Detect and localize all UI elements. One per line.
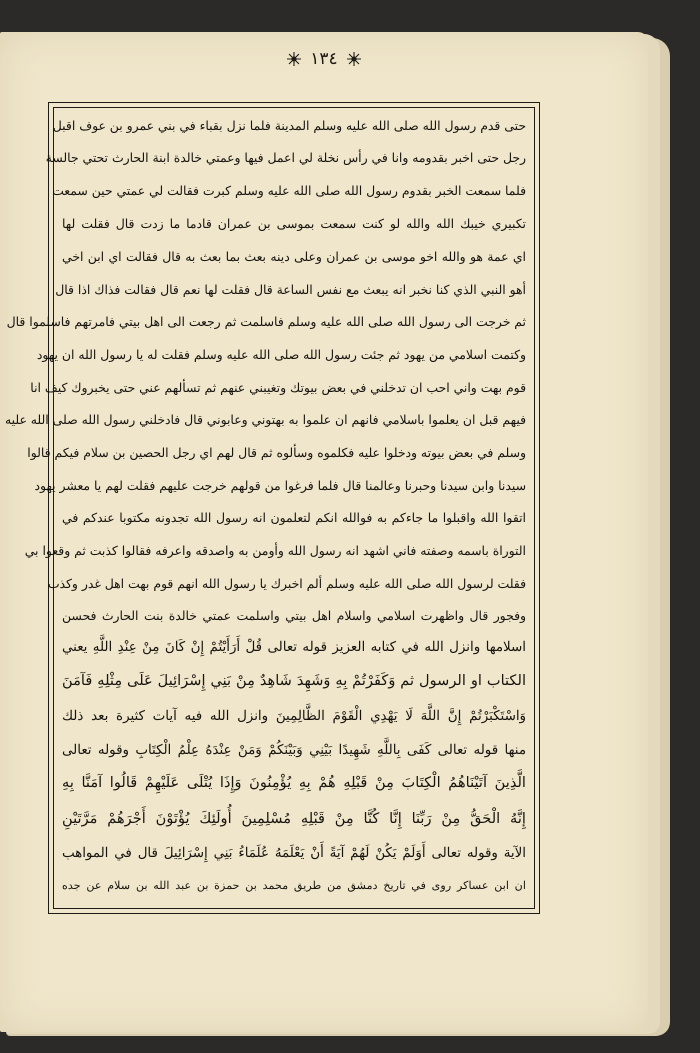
text-line: ان ابن عساكر روى في تاريخ دمشق من طريق محمد بن حمزة بن عبد الله بن سلام عن جده <box>62 879 526 892</box>
text-line: الَّذِينَ آتَيْنَاهُمُ الْكِتَابَ مِنْ قَبْلِهِ هُمْ بِهِ يُؤْمِنُونَ وَإِذَا يُتْلَى عَلَيْهِمْ قَالُوا آمَنَّا بِهِ <box>62 774 526 791</box>
text-line: سيدنا وابن سيدنا وحبرنا وعالمنا قال فلما فرغوا من قولهم خرجت عليهم فقلت لهم يا معشر يهود <box>34 478 526 493</box>
text-line: رجل حتى اخبر بقدومه وانا في رأس نخلة لي اعمل فيها وعمتي خالدة ابنة الحارث تحتي جالسة <box>45 150 526 165</box>
text-line: ثم خرجت الى رسول الله صلى الله عليه وسلم فاسلمت ثم رجعت الى اهل بيتي فامرتهم فاسلموا قال <box>6 314 526 329</box>
ornament-icon <box>346 51 362 67</box>
text-line: اي عمة هو والله اخو موسى بن عمران وعلى دينه بعث بما بعث به قال فقالت اي ابن اخي <box>62 249 526 264</box>
text-line: قوم بهت واني احب ان تدخلني في بعض بيوتك وتغيبني عنهم ثم تسألهم عني حتى يخبروك كيف انا <box>30 380 526 395</box>
text-line: وَاسْتَكْبَرْتُمْ إِنَّ اللَّهَ لَا يَهْدِي الْقَوْمَ الظَّالِمِينَ وانزل الله فيه آيات كثيرة بعد ذلك <box>62 709 526 724</box>
text-block <box>4 114 526 900</box>
page-header <box>0 44 648 74</box>
text-line: وكتمت اسلامي من يهود ثم جئت رسول الله صلى الله عليه وسلم فقلت له يا رسول الله ان يهود <box>36 347 526 362</box>
text-line: الآية وقوله تعالى أَوَلَمْ يَكُنْ لَهُمْ آيَةً أَنْ يَعْلَمَهُ عُلَمَاءُ بَنِي إِسْرَائِيلَ قال في المواهب <box>62 846 526 861</box>
text-line: فلما سمعت الخبر بقدوم رسول الله صلى الله عليه وسلم كبرت فقالت لي عمتي حين سمعت <box>52 183 526 198</box>
text-line: التوراة باسمه وصفته فاني اشهد انه رسول الله وأومن به واصدقه واعرفه فقالوا كذبت ثم وقعوا بي <box>24 543 526 558</box>
text-line: وفجور قال واظهرت اسلامي واسلام اهل بيتي واسلمت عمتي خالدة بنت الحارث فحسن <box>62 608 526 623</box>
text-line: أهو النبي الذي كنا نخبر انه يبعث مع نفس الساعة قال فقلت لها نعم قال فقالت فذاك اذا قال <box>55 282 526 297</box>
page-number: ١٣٤ <box>310 49 338 69</box>
ornament-icon <box>286 51 302 67</box>
text-line: فيهم قبل ان يعلموا باسلامي فانهم ان علموا به بهتوني وعابوني قال فادخلني رسول الله صلى الله عليه <box>4 412 526 427</box>
text-line: تكبيري خيبك الله والله لو كنت سمعت بموسى بن عمران قادما ما زدت قال فقلت لها <box>62 216 526 231</box>
text-line: اسلامها وانزل الله في كتابه العزيز قوله تعالى قُلْ أَرَأَيْتُمْ إِنْ كَانَ مِنْ عِنْدِ اللَّهِ يعني <box>62 640 526 655</box>
text-line: اتقوا الله واقبلوا ما جاءكم به فوالله انكم لتعلمون انه رسول الله تجدونه مكتوبا عندكم في <box>62 510 526 525</box>
text-line: فقلت لرسول الله صلى الله عليه وسلم ألم اخبرك يا رسول الله انهم قوم بهت اهل غدر وكذب <box>47 576 526 591</box>
text-line: حتى قدم رسول الله صلى الله عليه وسلم المدينة فلما نزل بقباء في بني عمرو بن عوف اقبل <box>52 118 526 133</box>
text-line: وسلم في بعض بيوته ودخلوا عليه فكلموه وسألوه ثم قال لهم اي رجل الحصين بن سلام فيكم قالوا <box>27 445 526 460</box>
text-line: الكتاب او الرسول ثم وَكَفَرْتُمْ بِهِ وَشَهِدَ شَاهِدٌ مِنْ بَنِي إِسْرَائِيلَ عَلَى مِثْلِهِ فَآمَنَ <box>62 672 526 689</box>
text-line: منها قوله تعالى كَفَى بِاللَّهِ شَهِيدًا بَيْنِي وَبَيْنَكُمْ وَمَنْ عِنْدَهُ عِلْمُ الْكِتَابِ وقوله تعالى <box>62 743 526 758</box>
text-line: إِنَّهُ الْحَقُّ مِنْ رَبِّنَا إِنَّا كُنَّا مِنْ قَبْلِهِ مُسْلِمِينَ أُولَئِكَ يُؤْتَوْنَ أَجْرَهُمْ مَرَّتَيْنِ <box>62 810 526 827</box>
